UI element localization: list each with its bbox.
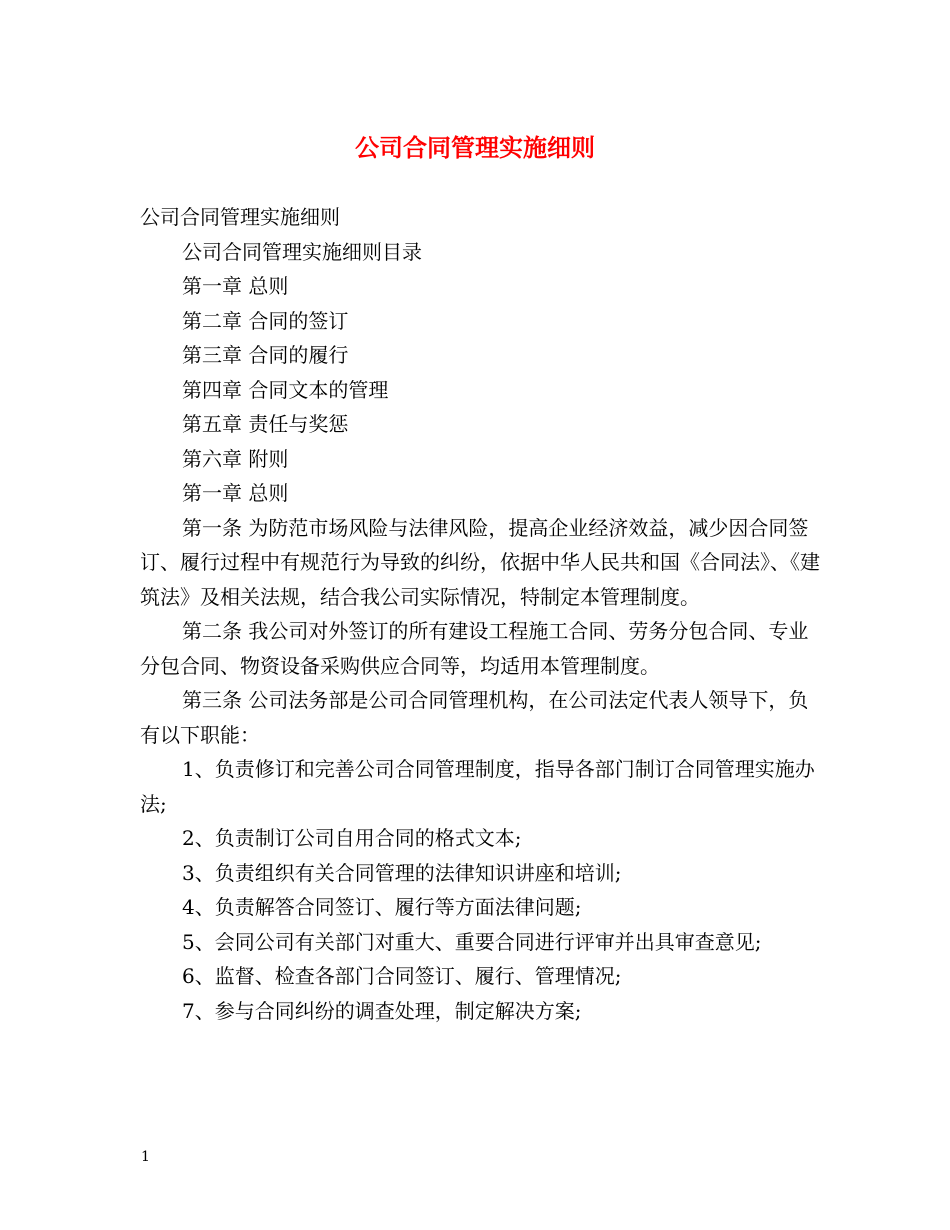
paragraph: 公司合同管理实施细则目录	[182, 239, 422, 264]
paragraph: 第三章 合同的履行	[182, 343, 349, 367]
paragraph: 第二章 合同的签订	[182, 308, 349, 333]
paragraph: 第三条 公司法务部是公司合同管理机构，在公司法定代表人领导下，负有以下职能：	[140, 688, 809, 747]
paragraph: 第一章 总则	[182, 481, 289, 505]
paragraph: 第四章 合同文本的管理	[182, 377, 389, 402]
paragraph: 第六章 附则	[182, 446, 289, 471]
paragraph: 第二条 我公司对外签订的所有建设工程施工合同、劳务分包合同、专业分包合同、物资设备采购供应合同等，均适用本管理制度。	[140, 619, 809, 678]
document-title: 公司合同管理实施细则	[355, 133, 595, 162]
paragraph: 2、负责制订公司自用合同的格式文本;	[182, 826, 522, 850]
paragraph: 3、负责组织有关合同管理的法律知识讲座和培训;	[182, 860, 622, 885]
paragraph: 第一条 为防范市场风险与法律风险，提高企业经济效益，减少因合同签订、履行过程中有规范行为导致的纠纷，依据中华人民共和国《合同法》、《建筑法》及相关法规，结合我公司实际情况，特制定本管理制度。	[140, 515, 820, 609]
paragraph: 4、负责解答合同签订、履行等方面法律问题;	[182, 895, 582, 919]
document-body	[140, 200, 828, 1028]
paragraph: 第一章 总则	[182, 274, 289, 298]
paragraph: 公司合同管理实施细则	[140, 205, 340, 229]
paragraph: 5、会同公司有关部门对重大、重要合同进行评审并出具审查意见;	[182, 929, 762, 954]
paragraph: 7、参与合同纠纷的调查处理，制定解决方案;	[182, 998, 582, 1023]
paragraph: 1、负责修订和完善公司合同管理制度，指导各部门制订合同管理实施办法;	[140, 757, 815, 816]
paragraph: 6、监督、检查各部门合同签订、履行、管理情况;	[182, 964, 622, 988]
paragraph: 第五章 责任与奖惩	[182, 412, 349, 436]
page-number: 1	[141, 1149, 150, 1165]
